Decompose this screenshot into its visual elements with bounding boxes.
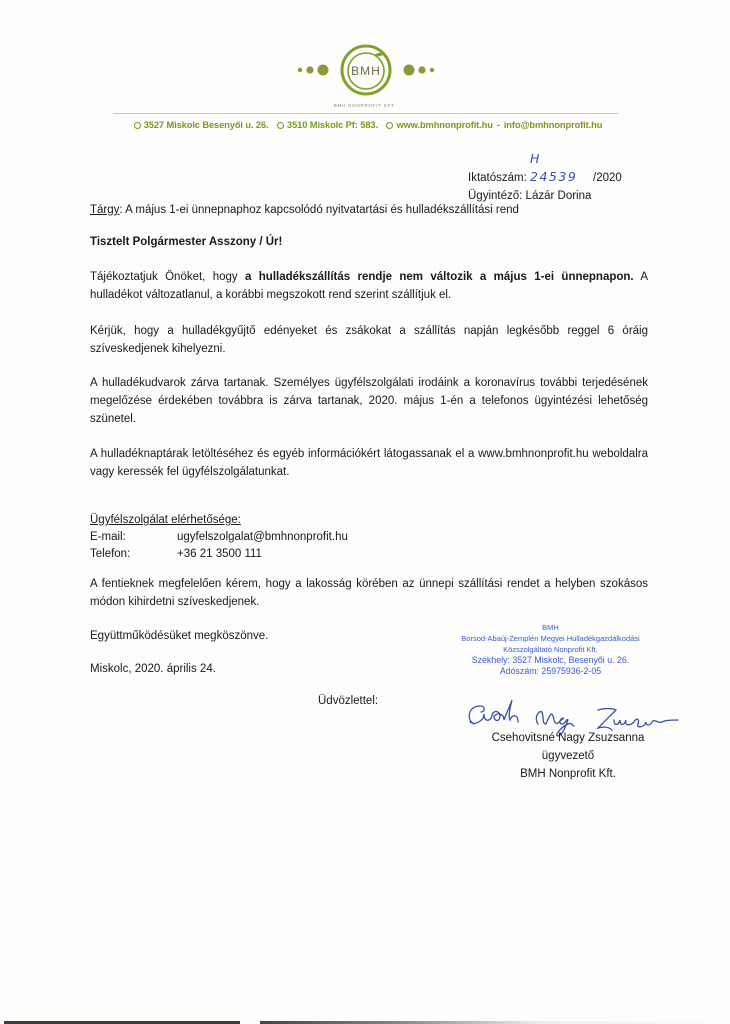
- logo-dot: [318, 65, 329, 76]
- letterhead-website[interactable]: www.bmhnonprofit.hu: [396, 120, 493, 130]
- header-divider: [113, 113, 618, 114]
- logo-text: BMH: [351, 64, 381, 78]
- bmh-logo: [296, 44, 436, 110]
- registration-number-row: [468, 150, 622, 187]
- stamp-line-5: Adószám: 25975936-2-05: [499, 666, 602, 676]
- logo-dot: [298, 68, 302, 72]
- customer-service-email-row: [90, 529, 348, 546]
- phone-value: +36 21 3500 111: [177, 548, 262, 560]
- company-stamp: [448, 622, 653, 677]
- paragraph-4: A hulladéknaptárak letöltéséhez és egyéb információkért látogassanak el a www.bmhnonprofit.hu weboldalra vagy keressék fel ügyfélszolgálatunkat.: [90, 448, 648, 478]
- stamp-line-4: Székhely: 3527 Miskolc, Besenyői u. 26.: [471, 655, 630, 665]
- logo-dot: [306, 66, 313, 73]
- location-icon: [134, 122, 141, 129]
- registration-year: /2020: [593, 172, 622, 184]
- letterhead-email[interactable]: info@bmhnonprofit.hu: [503, 120, 603, 130]
- registration-number-label: Iktatószám:: [468, 172, 527, 184]
- salutation-text: Tisztelt Polgármester Asszony / Úr!: [90, 236, 283, 248]
- paragraph-1: [90, 268, 648, 304]
- logo-caption: BMH NONPROFIT KFT.: [333, 103, 397, 108]
- logo-dot: [404, 65, 415, 76]
- officer-label: Ügyintéző:: [468, 190, 523, 202]
- logo-dot: [418, 66, 425, 73]
- signer-block: [462, 729, 674, 783]
- letterhead-address: 3527 Miskolc Besenyői u. 26.: [143, 120, 269, 130]
- place-date: Miskolc, 2020. április 24.: [90, 663, 216, 675]
- subject-line: [90, 201, 648, 219]
- registration-block: [468, 150, 622, 205]
- logo-dot: [430, 68, 434, 72]
- greeting: Üdvözlettel:: [318, 695, 379, 707]
- customer-service-block: [90, 512, 348, 563]
- stamp-line-3: Közszolgáltató Nonprofit Kft.: [503, 645, 598, 654]
- signer-title: ügyvezető: [541, 750, 595, 762]
- paragraph-3: A hulladékudvarok zárva tartanak. Személyes ügyfélszolgálati irodáink a koronavírus további terjedésének megelőzése érdekében továbbra is zárva tartanak, 2020. május 1-én a telefonos ügyintézési lehetőség szünetel.: [90, 377, 648, 425]
- subject-text: : A május 1-ei ünnepnaphoz kapcsolódó nyitvatartási és hulladékszállítási rend: [119, 204, 519, 216]
- stamp-line-1: BMH: [542, 623, 559, 632]
- letterhead-dash: -: [496, 120, 500, 130]
- paragraph-2: Kérjük, hogy a hulladékgyűjtő edényeket és zsákokat a szállítás napján legkésőbb reggel 6 óráig szíveskedjenek kihelyezni.: [90, 325, 648, 355]
- stamp-line-2: Borsod-Abaúj-Zemplén Megyei Hulladékgazdálkodási: [461, 634, 640, 643]
- phone-label: Telefon:: [90, 548, 131, 560]
- subject-label: Tárgy: [90, 204, 120, 216]
- paragraph-1-start: Tájékoztatjuk Önöket, hogy: [90, 271, 246, 283]
- customer-service-heading: Ügyfélszolgálat elérhetősége:: [90, 514, 241, 526]
- signer-company: BMH Nonprofit Kft.: [520, 768, 616, 780]
- registration-number-handwritten: H 24539: [530, 151, 578, 184]
- customer-service-phone-row: [90, 546, 348, 563]
- paragraph-5: A fentieknek megfelelően kérem, hogy a lakosság körében az ünnepi szállítási rendet a helyben szokásos módon kihirdetni szíveskedjenek.: [90, 578, 648, 608]
- letterhead-contact-line: [0, 120, 730, 130]
- mailbox-icon: [277, 122, 284, 129]
- email-value[interactable]: ugyfelszolgalat@bmhnonprofit.hu: [177, 531, 348, 543]
- globe-icon: [386, 122, 393, 129]
- signer-name: Csehovitsné Nagy Zsuzsanna: [491, 732, 645, 744]
- email-label: E-mail:: [90, 531, 126, 543]
- officer-name: Lázár Dorina: [525, 190, 592, 202]
- letterhead-po-box: 3510 Miskolc Pf: 583.: [287, 120, 378, 130]
- salutation: [90, 233, 648, 251]
- paragraph-1-bold: a hulladékszállítás rendje nem változik a május 1-ei ünnepnapon.: [245, 271, 634, 283]
- thanks-line: Együttműködésüket megköszönve.: [90, 630, 269, 642]
- paragraph-1-end: A hulladékot változatlanul, a korábbi megszokott rend szerint szállítjuk el.: [90, 271, 648, 301]
